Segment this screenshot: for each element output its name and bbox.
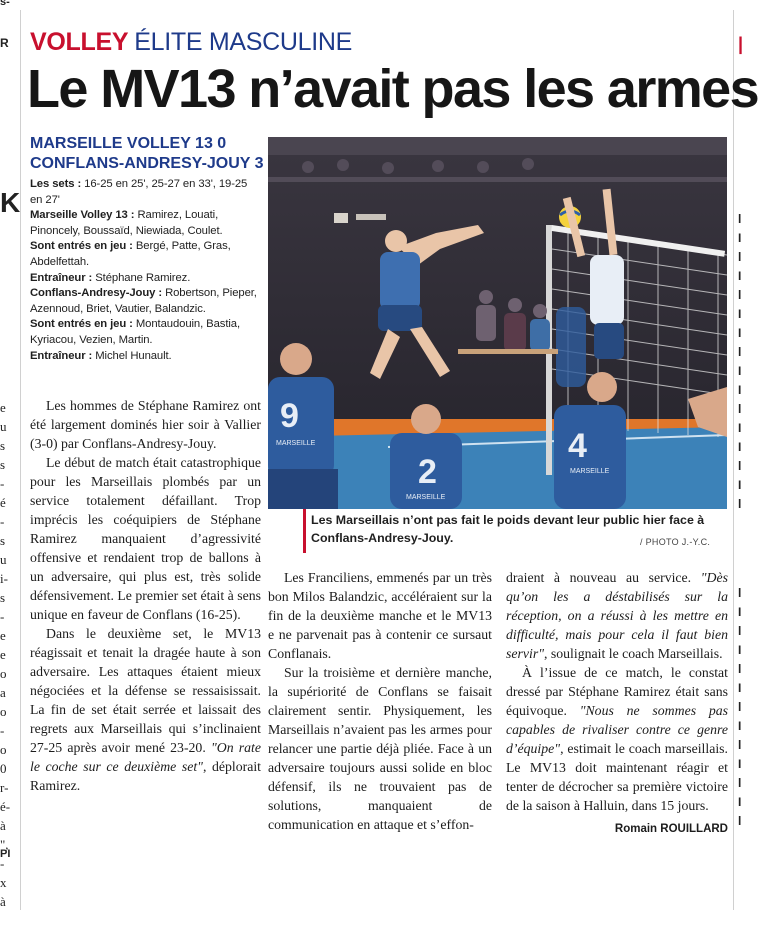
article-column-1 — [30, 396, 261, 795]
right-column-fragment: | — [738, 34, 744, 54]
match-facts — [30, 177, 262, 364]
svg-text:9: 9 — [280, 397, 299, 435]
fact-away-subs: Sont entrés en jeu : Montaudouin, Bastia, Kyriacou, Vezien, Martin. — [30, 318, 241, 346]
paragraph: À l’issue de ce match, le constat dressé par Stéphane Ramirez était sans équivoque. "Nous ne sommes pas capables de rivaliser contre ce genre d’équipe", estimait le coach marseillais. Le MV13 doit maintenant réagir et tenter de décrocher sa première victoire de la saison à Halluin, dans 15 jours. — [506, 665, 728, 813]
svg-text:MARSEILLE: MARSEILLE — [406, 494, 446, 501]
score-home: MARSEILLE VOLLEY 13 0 — [30, 135, 227, 152]
sign — [334, 213, 348, 223]
fact-home-subs: Sont entrés en jeu : Bergé, Patte, Gras, Abdelfettah. — [30, 240, 231, 268]
kicker-sport: VOLLEY — [30, 28, 129, 56]
paragraph: Le début de match était catastrophique pour les Marseillais plombés par un service totalement défaillant. Trop imprécis les coéquipiers de Stéphane Ramirez manquaient d’agressivité offensive et rendaient trop de ballons à un adversaire, qui plus est, très solide défensivement. Le premier set était à sens unique en faveur de Conflans (16-25). — [30, 455, 262, 622]
svg-text:MARSEILLE: MARSEILLE — [570, 468, 610, 475]
left-column-fragment: R — [0, 36, 9, 50]
left-column-fragment: s- — [0, 0, 10, 8]
roof-beam — [268, 137, 727, 155]
match-score — [30, 134, 264, 174]
section-kicker — [30, 28, 352, 57]
paragraph: Dans le deuxième set, le MV13 réagissait et tenait la dragée haute à son adversaire. Les attaques étaient mieux négociées et la défense se ressaisissait. La fin de set était serrée et laissait des regrets aux Marseillais qui s’inclinaient 27-25 après avoir mené 23-20. "On rate le coche sur ce deuxième set", déplorait Ramirez. — [30, 626, 262, 793]
photo-credit: / PHOTO J.-Y.C. — [640, 537, 711, 547]
svg-text:4: 4 — [568, 427, 587, 465]
caption-marker — [303, 509, 306, 553]
right-column-rule — [733, 10, 734, 910]
fact-home-coach: Entraîneur : Stéphane Ramirez. — [30, 271, 191, 284]
match-photo — [268, 137, 727, 509]
scorer-table — [458, 349, 558, 354]
kicker-level: ÉLITE MASCULINE — [134, 28, 352, 56]
volleyball-scene-illustration — [268, 137, 727, 509]
right-column-fragment: l I l I l I I l I I l I I l I l — [738, 212, 742, 511]
fact-home-lineup: Marseille Volley 13 : Ramirez, Louati, Pinoncely, Boussaïd, Niewiada, Coulet. — [30, 209, 223, 237]
left-column-fragment: PI — [0, 848, 11, 860]
article-column-3 — [506, 568, 728, 839]
balcony-rail — [268, 177, 727, 182]
svg-text:MARSEILLE: MARSEILLE — [276, 440, 316, 447]
left-column-fragment: e u s s - é - s u i- s - e e o a o - o 0 r- é- à ", - x à — [0, 400, 11, 909]
paragraph: Les Franciliens, emmenés par un très bon Milos Balandzic, accéléraient sur la fin de la deuxième manche et le MV13 e ne parvenait pas à contenir ce sursaut Conflanais. — [268, 570, 492, 661]
score-away: CONFLANS-ANDRESY-JOUY 3 — [30, 155, 264, 172]
paragraph: Sur la troisième et dernière manche, la supériorité de Conflans se faisait clairement sentir. Physiquement, les Marseillais n’avaient pas les armes pour relancer une partie déjà pliée. Face à un adversaire toujours aussi solide en bloc défensif, ils ne trouvaient pas de solutions, manquaient de communication en attaque et s’effon- — [268, 665, 492, 832]
fact-away-coach: Entraîneur : Michel Hunault. — [30, 349, 172, 362]
article-byline: Romain ROUILLARD — [614, 823, 728, 835]
fact-sets: Les sets : 16-25 en 25', 25-27 en 33', 19-25 en 27' — [30, 178, 248, 206]
svg-text:2: 2 — [418, 453, 437, 491]
right-column-fragment: l I l I l I l I l I l I l — [738, 586, 742, 828]
photo-caption: Les Marseillais n’ont pas fait le poids devant leur public hier face à Conflans-Andresy-Jouy. — [311, 513, 705, 545]
article-headline: Le MV13 n’avait pas les armes — [27, 59, 758, 119]
fact-away-lineup: Conflans-Andresy-Jouy : Robertson, Pieper, Azennoud, Briet, Vautier, Balandzic. — [30, 287, 257, 315]
paragraph: draient à nouveau au service. "Dès qu’on les a déstabilisés sur la réception, on a réussi à les mettre en difficulté, mais pour cela il faut bien servir", soulignait le coach Marseillais. — [506, 570, 728, 661]
sign — [356, 214, 386, 220]
article-column-2 — [268, 568, 492, 834]
left-column-fragment: K — [0, 187, 21, 218]
paragraph: Les hommes de Stéphane Ramirez ont été largement dominés hier soir à Vallier (3-0) par Conflans-Andresy-Jouy. — [30, 398, 261, 451]
left-column-rule — [20, 10, 21, 910]
